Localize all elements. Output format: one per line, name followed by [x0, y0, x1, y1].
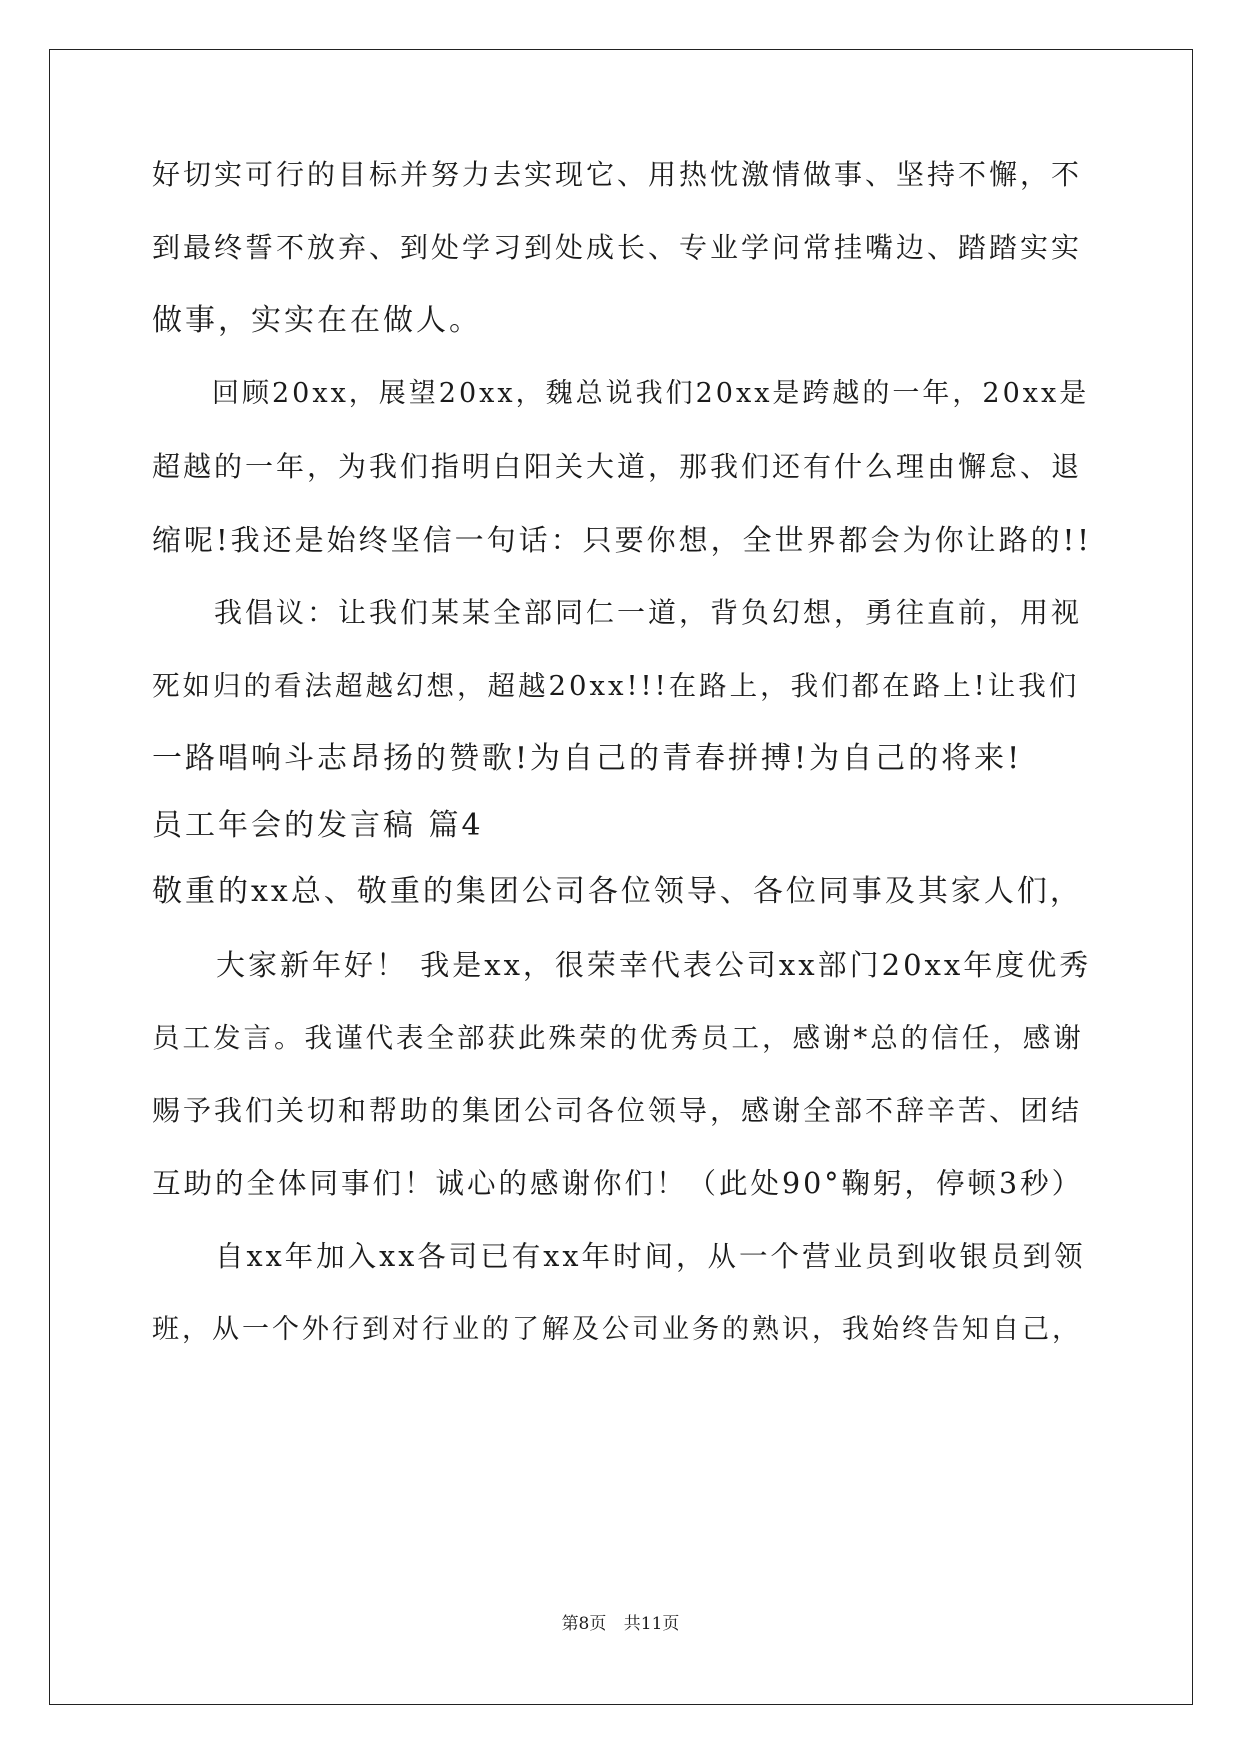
paragraph-line: 大家新年好！ 我是xx，很荣幸代表公司xx部门20xx年度优秀 — [152, 948, 1092, 982]
paragraph-line: 死如归的看法超越幻想，超越20xx!!!在路上，我们都在路上!让我们 — [152, 670, 1080, 702]
page-footer — [0, 1612, 1241, 1636]
paragraph-line: 回顾20xx，展望20xx，魏总说我们20xx是跨越的一年，20xx是 — [152, 378, 1090, 409]
paragraph-line: 赐予我们关切和帮助的集团公司各位领导，感谢全部不辞辛苦、团结 — [152, 1094, 1083, 1127]
paragraph-line: 超越的一年，为我们指明白阳关大道，那我们还有什么理由懈怠、退 — [152, 450, 1083, 483]
paragraph-line: 做事，实实在在做人。 — [152, 303, 482, 338]
paragraph-line: 自xx年加入xx各司已有xx年时间，从一个营业员到收银员到领 — [152, 1240, 1086, 1273]
paragraph-line: 一路唱响斗志昂扬的赞歌!为自己的青春拼搏!为自己的将来! — [152, 741, 1023, 776]
paragraph-line: 好切实可行的目标并努力去实现它、用热忱激情做事、坚持不懈，不 — [152, 158, 1083, 191]
page-number: 第8页 — [561, 1614, 607, 1634]
paragraph-line: 员工发言。我谨代表全部获此殊荣的优秀员工，感谢*总的信任，感谢 — [152, 1022, 1084, 1054]
paragraph-line: 班，从一个外行到对行业的了解及公司业务的熟识，我始终告知自己， — [152, 1314, 1082, 1345]
salutation-line: 敬重的xx总、敬重的集团公司各位领导、各位同事及其家人们， — [152, 874, 1083, 909]
section-heading: 员工年会的发言稿 篇4 — [152, 808, 484, 843]
paragraph-line: 互助的全体同事们！诚心的感谢你们！（此处90°鞠躬，停顿3秒） — [152, 1167, 1084, 1200]
paragraph-line: 我倡议：让我们某某全部同仁一道，背负幻想，勇往直前，用视 — [152, 596, 1083, 629]
page-total: 共11页 — [623, 1614, 680, 1634]
paragraph-line: 到最终誓不放弃、到处学习到处成长、专业学问常挂嘴边、踏踏实实 — [152, 231, 1083, 264]
paragraph-line: 缩呢!我还是始终坚信一句话：只要你想，全世界都会为你让路的!! — [152, 523, 1092, 557]
